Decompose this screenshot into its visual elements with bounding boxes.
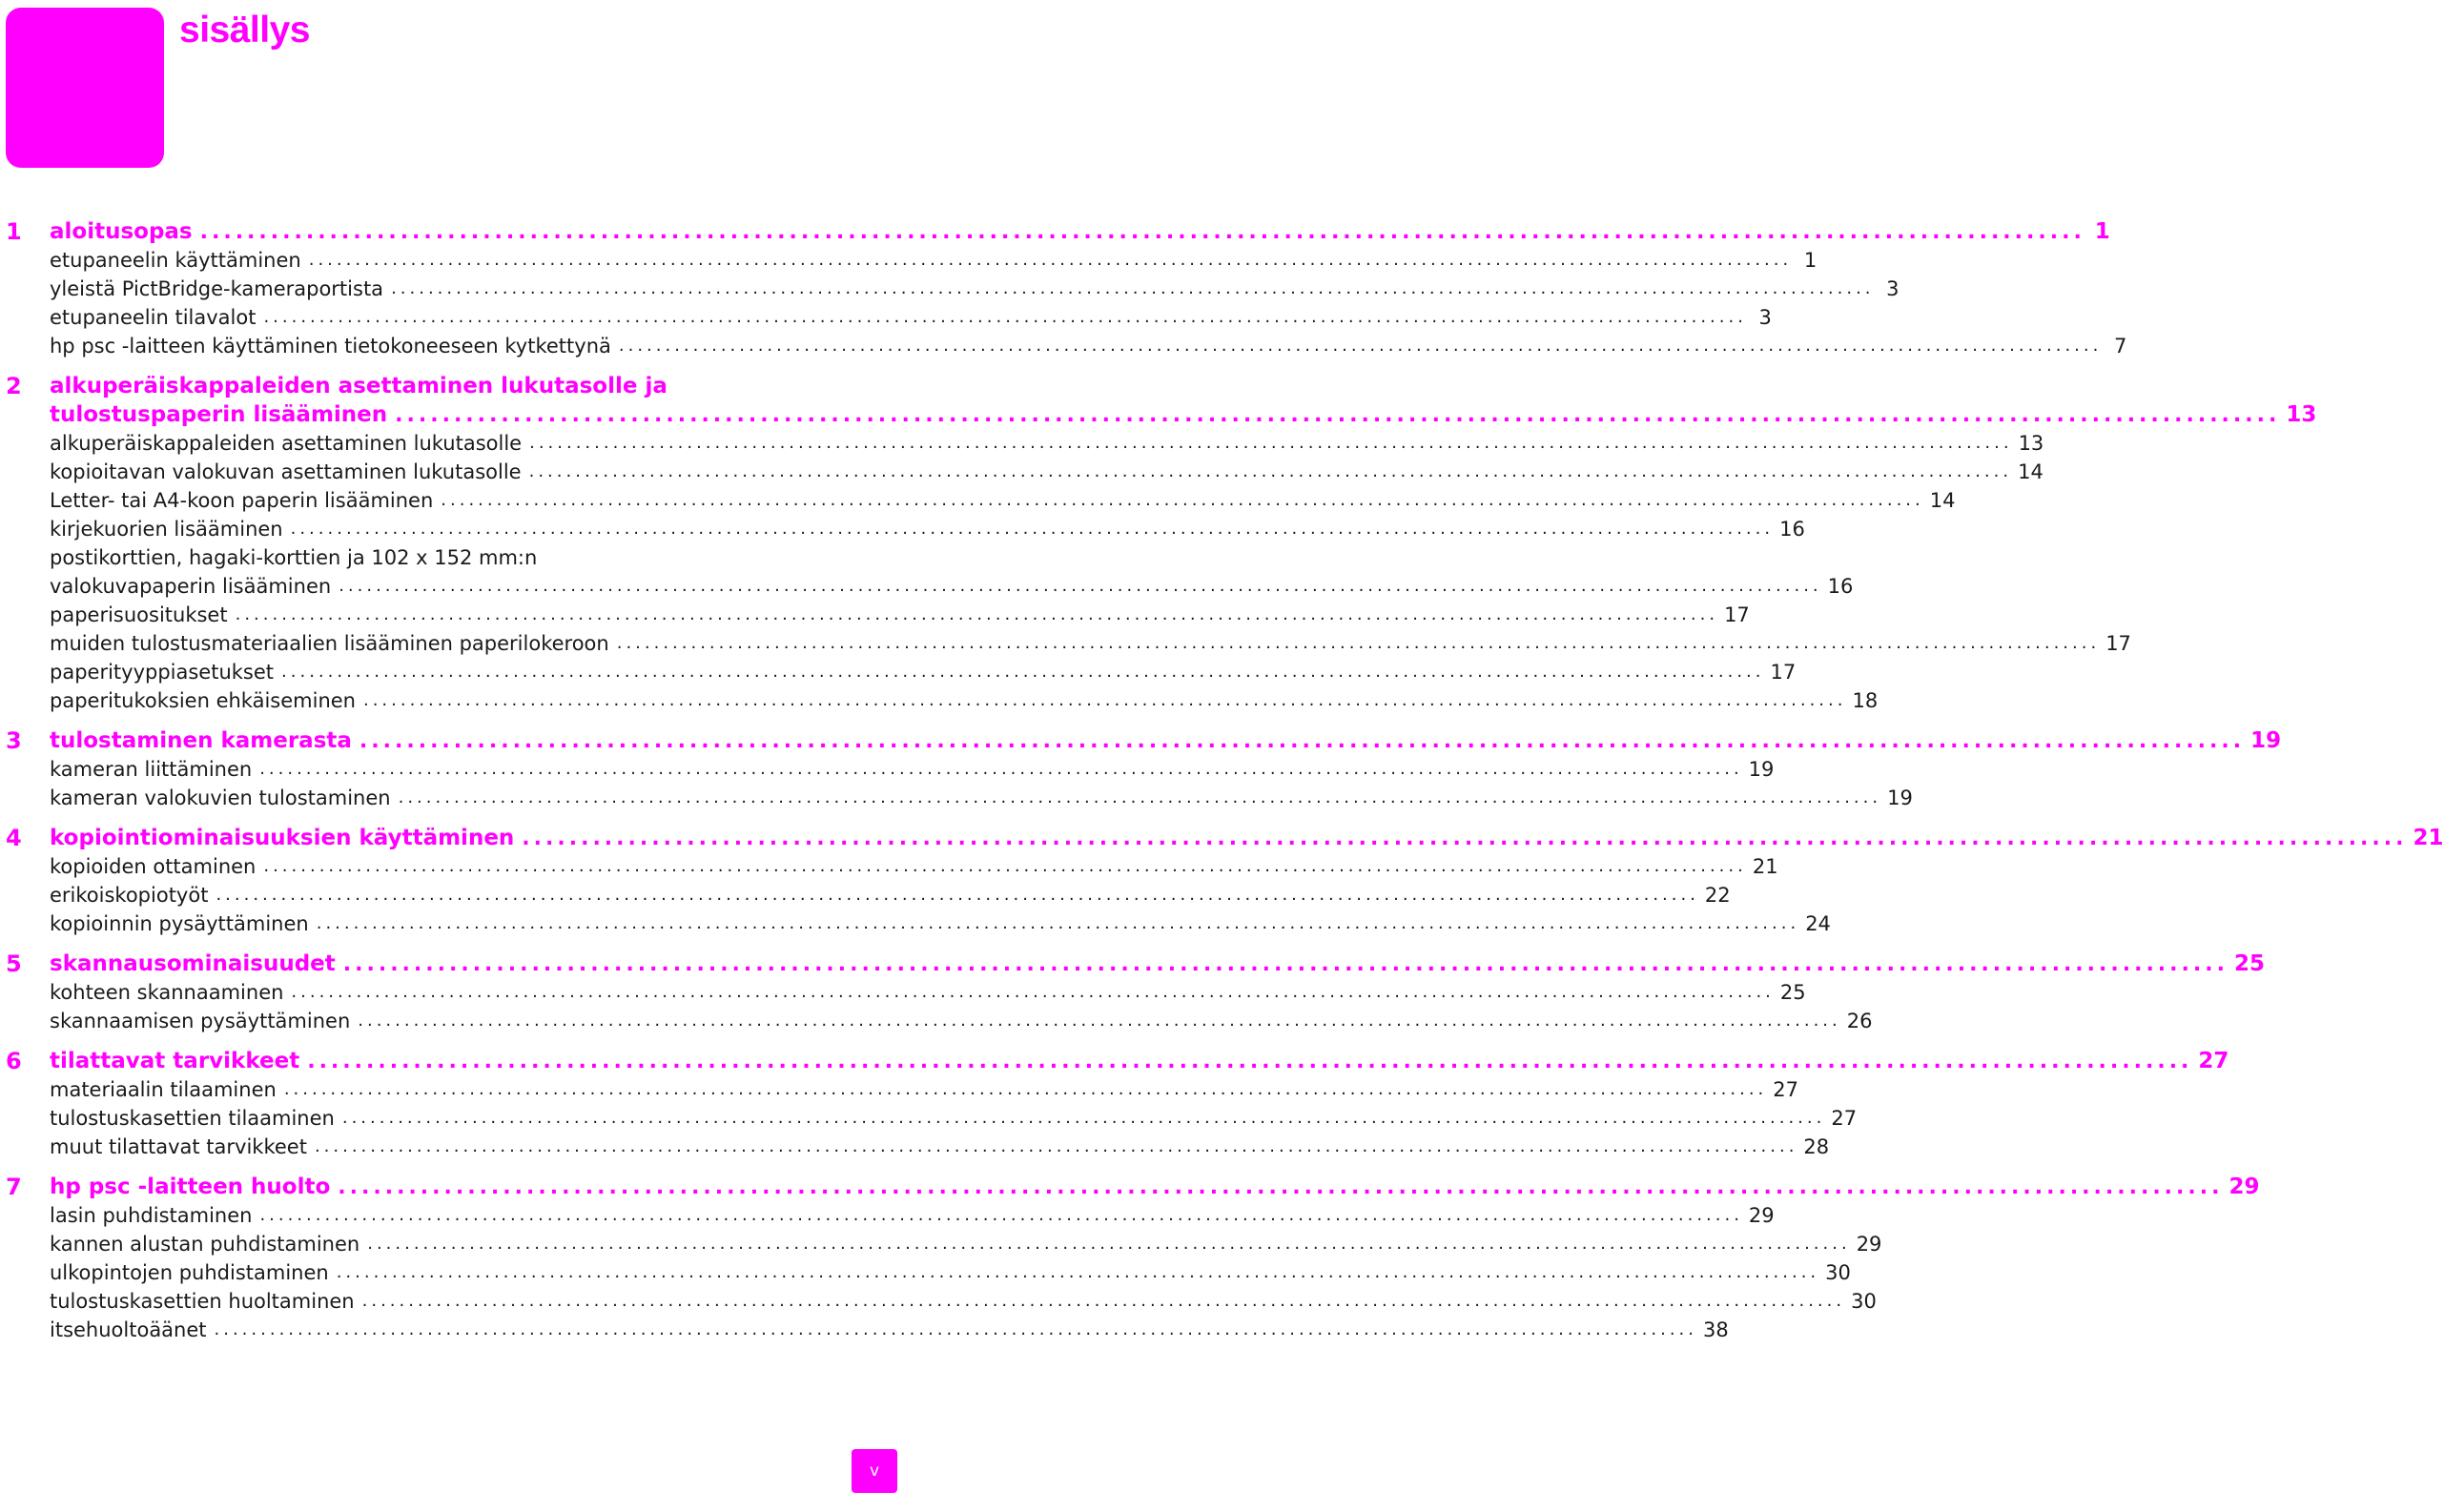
- section-entry[interactable]: [0, 486, 1956, 515]
- dot-leader: ................................................................................................................................................................: [235, 604, 1719, 624]
- section-entry[interactable]: [0, 303, 1772, 332]
- chapter-title: hp psc -laitteen huolto: [50, 1175, 331, 1199]
- section-title: muut tilattavat tarvikkeet: [50, 1135, 307, 1158]
- section-title: yleistä PictBridge-kameraportista: [50, 277, 384, 300]
- page-number: 1: [1803, 249, 1818, 272]
- page-number: 25: [1779, 981, 1806, 1004]
- page-number: 1: [2094, 219, 2110, 244]
- section-title: hp psc -laitteen käyttäminen tietokoneeseen kytkettynä: [50, 335, 611, 358]
- page-number: 16: [1779, 518, 1805, 541]
- dot-leader: ................................................................................................................................................................: [522, 827, 2408, 850]
- section-title: valokuvapaperin lisääminen: [50, 575, 332, 598]
- section-entry[interactable]: [0, 1201, 1775, 1230]
- chapter-number: 6: [6, 1048, 22, 1074]
- page-number: 29: [1748, 1204, 1775, 1227]
- section-entry[interactable]: [0, 784, 1913, 812]
- section-entry[interactable]: [0, 332, 2127, 360]
- page-number: 7: [2113, 335, 2127, 358]
- section-title: tulostuskasettien tilaaminen: [50, 1107, 335, 1130]
- page-number: 17: [2105, 632, 2131, 655]
- section-title: itsehuoltoäänet: [50, 1318, 207, 1341]
- section-title: paperitukoksien ehkäiseminen: [50, 689, 356, 712]
- section-title: alkuperäiskappaleiden asettaminen lukutasolle: [50, 432, 523, 455]
- section-title: ulkopintojen puhdistaminen: [50, 1261, 329, 1284]
- section-entry[interactable]: [0, 1316, 1729, 1344]
- chapter-entry[interactable]: [0, 217, 2110, 246]
- dot-leader: ................................................................................................................................................................: [263, 856, 1747, 876]
- dot-leader: ................................................................................................................................................................: [290, 519, 1775, 539]
- section-title: erikoiskopiotyöt: [50, 884, 209, 907]
- page-number: 27: [1831, 1107, 1858, 1130]
- page-number: 19: [1748, 758, 1775, 781]
- page-number: 3: [1886, 277, 1900, 300]
- section-title: etupaneelin tilavalot: [50, 306, 257, 329]
- footer-page-number: v: [869, 1461, 880, 1481]
- chapter-title: aloitusopas: [50, 219, 193, 244]
- chapter-title: skannausominaisuudet: [50, 951, 336, 976]
- dot-leader: ................................................................................................................................................................: [307, 1050, 2193, 1073]
- chapter-title-first-line: alkuperäiskappaleiden asettaminen lukutasolle ja: [50, 374, 667, 398]
- dot-leader: ................................................................................................................................................................: [283, 1079, 1768, 1099]
- page-number: 22: [1704, 884, 1731, 907]
- chapter-title: kopiointiominaisuuksien käyttäminen: [50, 826, 515, 850]
- section-entry[interactable]: [0, 755, 1775, 784]
- page-number: 3: [1758, 306, 1772, 329]
- section-title: kopioiden ottaminen: [50, 855, 257, 878]
- chapter-entry[interactable]: [0, 1047, 2229, 1075]
- section-title: materiaalin tilaaminen: [50, 1078, 277, 1101]
- page-number: 14: [2018, 460, 2044, 483]
- dot-leader: ................................................................................................................................................................: [342, 952, 2228, 976]
- section-entry[interactable]: [0, 458, 2044, 486]
- dot-leader: ................................................................................................................................................................: [336, 1262, 1820, 1282]
- section-entry[interactable]: [0, 1075, 1799, 1104]
- page-number: 18: [1852, 689, 1879, 712]
- section-title: kameran valokuvien tulostaminen: [50, 787, 391, 809]
- section-title: etupaneelin käyttäminen: [50, 249, 301, 272]
- section-entry[interactable]: [0, 881, 1731, 909]
- section-entry[interactable]: [0, 658, 1797, 686]
- dot-leader: ................................................................................................................................................................: [316, 913, 1800, 933]
- chapter-title: tulostuspaperin lisääminen: [50, 402, 388, 427]
- section-entry[interactable]: [0, 572, 1854, 601]
- dot-leader: ................................................................................................................................................................: [367, 1234, 1851, 1254]
- section-title-first-line: postikorttien, hagaki-korttien ja 102 x 152 mm:n: [50, 546, 538, 569]
- dot-leader: ................................................................................................................................................................: [441, 490, 1924, 510]
- dot-leader: ................................................................................................................................................................: [395, 403, 2281, 427]
- dot-leader: ................................................................................................................................................................: [308, 250, 1793, 270]
- page-number: 19: [2250, 728, 2282, 753]
- section-title: paperisuositukset: [50, 603, 228, 626]
- section-title: kameran liittäminen: [50, 758, 253, 781]
- dot-leader: ................................................................................................................................................................: [528, 461, 2013, 481]
- section-entry[interactable]: [0, 1287, 1877, 1316]
- dot-leader: ................................................................................................................................................................: [338, 1175, 2224, 1199]
- page-title: sisällys: [179, 10, 310, 51]
- section-title-line: [0, 543, 839, 572]
- page-number: 27: [1773, 1078, 1799, 1101]
- page-number: 28: [1803, 1135, 1830, 1158]
- dot-leader: ................................................................................................................................................................: [341, 1108, 1826, 1128]
- section-entry[interactable]: [0, 909, 1831, 938]
- chapter-number: 7: [6, 1174, 22, 1200]
- section-entry[interactable]: [0, 1230, 1882, 1258]
- dot-leader: ................................................................................................................................................................: [529, 433, 2013, 453]
- chapter-entry[interactable]: [0, 726, 2282, 755]
- page-number: 17: [1770, 661, 1797, 684]
- page-number: 27: [2198, 1049, 2229, 1073]
- section-title: skannaamisen pysäyttäminen: [50, 1010, 351, 1032]
- page-number: 21: [2413, 826, 2444, 850]
- chapter-title-line: [0, 372, 839, 400]
- dot-leader: ................................................................................................................................................................: [618, 336, 2103, 356]
- section-entry[interactable]: [0, 429, 2044, 458]
- dot-leader: ................................................................................................................................................................: [259, 759, 1743, 779]
- section-entry[interactable]: [0, 1007, 1873, 1035]
- section-title: kopioinnin pysäyttäminen: [50, 912, 309, 935]
- dot-leader: ................................................................................................................................................................: [281, 662, 1765, 682]
- dot-leader: ................................................................................................................................................................: [362, 690, 1847, 710]
- dot-leader: ................................................................................................................................................................: [291, 982, 1775, 1002]
- chapter-title: tilattavat tarvikkeet: [50, 1049, 300, 1073]
- section-title: kannen alustan puhdistaminen: [50, 1233, 360, 1256]
- section-title: kohteen skannaaminen: [50, 981, 284, 1004]
- page-number: 29: [2228, 1175, 2260, 1199]
- section-title: lasin puhdistaminen: [50, 1204, 253, 1227]
- section-entry[interactable]: [0, 1133, 1830, 1161]
- table-of-contents: [0, 217, 2444, 1344]
- section-entry[interactable]: [0, 852, 1778, 881]
- section-title: tulostuskasettien huoltaminen: [50, 1290, 355, 1313]
- page-number: 19: [1887, 787, 1913, 809]
- page-number: 26: [1846, 1010, 1873, 1032]
- chapter-entry[interactable]: [0, 824, 2444, 852]
- dot-leader: ................................................................................................................................................................: [339, 576, 1822, 596]
- page-number: 17: [1724, 603, 1750, 626]
- section-title: Letter- tai A4-koon paperin lisääminen: [50, 489, 434, 512]
- section-entry[interactable]: [0, 629, 2131, 658]
- dot-leader: ................................................................................................................................................................: [214, 1319, 1697, 1339]
- section-entry[interactable]: [0, 686, 1879, 715]
- section-entry[interactable]: [0, 246, 1818, 275]
- section-title: paperityyppiasetukset: [50, 661, 275, 684]
- chapter-entry[interactable]: [0, 400, 2317, 429]
- page-number: 21: [1752, 855, 1778, 878]
- page-number: 13: [2018, 432, 2044, 455]
- chapter-entry[interactable]: [0, 950, 2265, 978]
- section-title: kirjekuorien lisääminen: [50, 518, 283, 541]
- chapter-number: 2: [6, 373, 22, 399]
- dot-leader: ................................................................................................................................................................: [314, 1136, 1798, 1156]
- section-title: muiden tulostusmateriaalien lisääminen paperilokeroon: [50, 632, 609, 655]
- dot-leader: ................................................................................................................................................................: [216, 885, 1699, 905]
- dot-leader: ................................................................................................................................................................: [199, 220, 2085, 244]
- chapter-number: 3: [6, 727, 22, 754]
- section-entry[interactable]: [0, 1258, 1851, 1287]
- dot-leader: ................................................................................................................................................................: [263, 307, 1747, 327]
- chapter-title: tulostaminen kamerasta: [50, 728, 352, 753]
- dot-leader: ................................................................................................................................................................: [398, 787, 1882, 807]
- corner-color-block: [6, 8, 164, 168]
- dot-leader: ................................................................................................................................................................: [359, 729, 2246, 753]
- section-entry[interactable]: [0, 601, 1750, 629]
- section-entry[interactable]: [0, 515, 1805, 543]
- dot-leader: ................................................................................................................................................................: [361, 1291, 1846, 1311]
- chapter-entry[interactable]: [0, 1173, 2260, 1201]
- page-number: 30: [1825, 1261, 1851, 1284]
- page-number: 16: [1827, 575, 1854, 598]
- page-number: 38: [1702, 1318, 1729, 1341]
- page-number: 13: [2286, 402, 2317, 427]
- section-entry[interactable]: [0, 978, 1806, 1007]
- section-entry[interactable]: [0, 275, 1900, 303]
- dot-leader: ................................................................................................................................................................: [358, 1011, 1841, 1031]
- page-number: 30: [1851, 1290, 1877, 1313]
- chapter-number: 5: [6, 950, 22, 977]
- chapter-number: 4: [6, 825, 22, 851]
- page-number: 24: [1805, 912, 1831, 935]
- section-title: kopioitavan valokuvan asettaminen lukutasolle: [50, 460, 522, 483]
- chapter-number: 1: [6, 218, 22, 245]
- page-number: 29: [1856, 1233, 1882, 1256]
- page-number-badge: [852, 1449, 897, 1493]
- section-entry[interactable]: [0, 1104, 1858, 1133]
- page-number: 14: [1929, 489, 1956, 512]
- dot-leader: ................................................................................................................................................................: [391, 278, 1875, 298]
- dot-leader: ................................................................................................................................................................: [259, 1205, 1743, 1225]
- dot-leader: ................................................................................................................................................................: [616, 633, 2101, 653]
- page-number: 25: [2233, 951, 2265, 976]
